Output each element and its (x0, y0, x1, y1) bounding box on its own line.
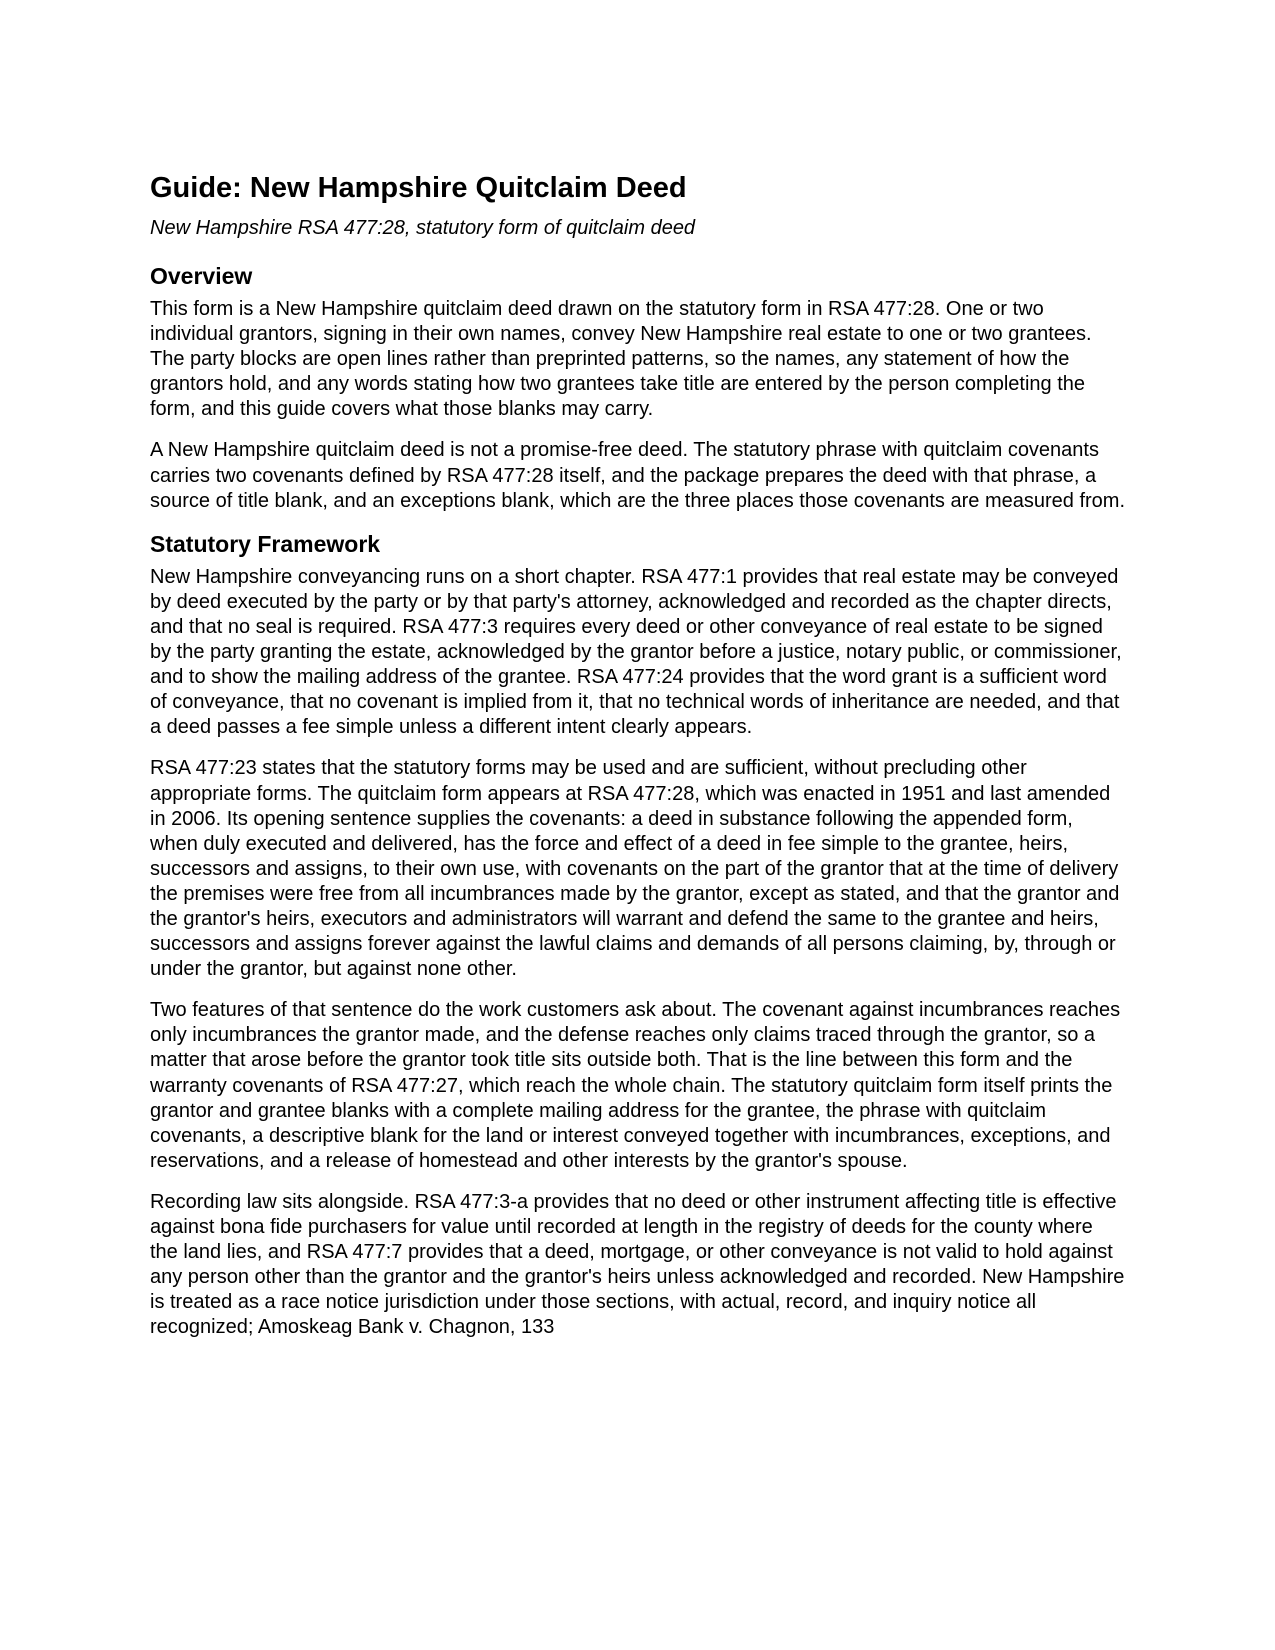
section-heading-overview: Overview (150, 263, 253, 289)
paragraph: Two features of that sentence do the work customers ask about. The covenant against incumbrances reaches only incumbrances the grantor made, and the defense reaches only claims traced through the grantor, so a matter that arose before the grantor took title sits outside both. That is the line between this form and the warranty covenants of RSA 477:27, which reach the whole chain. The statutory quitclaim form itself prints the grantor and grantee blanks with a complete mailing address for the grantee, the phrase with quitclaim covenants, a descriptive blank for the land or interest conveyed together with incumbrances, exceptions, and reservations, and a release of homestead and other interests by the grantor's spouse. (150, 999, 1121, 1172)
paragraph: A New Hampshire quitclaim deed is not a promise-free deed. The statutory phrase with quitclaim covenants carries two covenants defined by RSA 477:28 itself, and the package prepares the deed with that phrase, a source of title blank, and an exceptions blank, which are the three places those covenants are measured from. (150, 439, 1125, 512)
paragraph: Recording law sits alongside. RSA 477:3-a provides that no deed or other instrument affecting title is effective against bona fide purchasers for value until recorded at length in the registry of deeds for the county where the land lies, and RSA 477:7 provides that a deed, mortgage, or other conveyance is not valid to hold against any person other than the grantor and the grantor's heirs unless acknowledged and recorded. New Hampshire is treated as a race notice jurisdiction under those sections, with actual, record, and inquiry notice all recognized; Amoskeag Bank v. Chagnon, 133 (150, 1190, 1125, 1339)
paragraph: RSA 477:23 states that the statutory forms may be used and are sufficient, without precluding other appropriate forms. The quitclaim form appears at RSA 477:28, which was enacted in 1951 and last amended in 2006. Its opening sentence supplies the covenants: a deed in substance following the appended form, when duly executed and delivered, has the force and effect of a deed in fee simple to the grantee, heirs, successors and assigns, to their own use, with covenants on the part of the grantor that at the time of delivery the premises were free from all incumbrances made by the grantor, except as stated, and that the grantor and the grantor's heirs, executors and administrators will warrant and defend the same to the grantee and heirs, successors and assigns forever against the lawful claims and demands of all persons claiming, by, through or under the grantor, but against none other. (150, 757, 1120, 981)
paragraph: New Hampshire conveyancing runs on a short chapter. RSA 477:1 provides that real estate may be conveyed by deed executed by the party or by that party's attorney, acknowledged and recorded as the chapter directs, and that no seal is required. RSA 477:3 requires every deed or other conveyance of real estate to be signed by the party granting the estate, acknowledged by the grantor before a justice, notary public, or commissioner, and to show the mailing address of the grantee. RSA 477:24 provides that the word grant is a sufficient word of conveyance, that no covenant is implied from it, that no technical words of inheritance are needed, and that a deed passes a fee simple unless a different intent clearly appears. (150, 565, 1122, 739)
document-subtitle: New Hampshire RSA 477:28, statutory form of quitclaim deed (150, 217, 696, 239)
document-title: Guide: New Hampshire Quitclaim Deed (150, 172, 687, 204)
section-heading-statutory-framework: Statutory Framework (150, 530, 381, 557)
paragraph: This form is a New Hampshire quitclaim deed drawn on the statutory form in RSA 477:28. One or two individual grantors, signing in their own names, convey New Hampshire real estate to one or two grantees. The party blocks are open lines rather than preprinted patterns, so the names, any statement of how the grantors hold, and any words stating how two grantees take title are entered by the person completing the form, and this guide covers what those blanks may carry. (150, 298, 1092, 421)
document-page (150, 170, 1125, 1340)
